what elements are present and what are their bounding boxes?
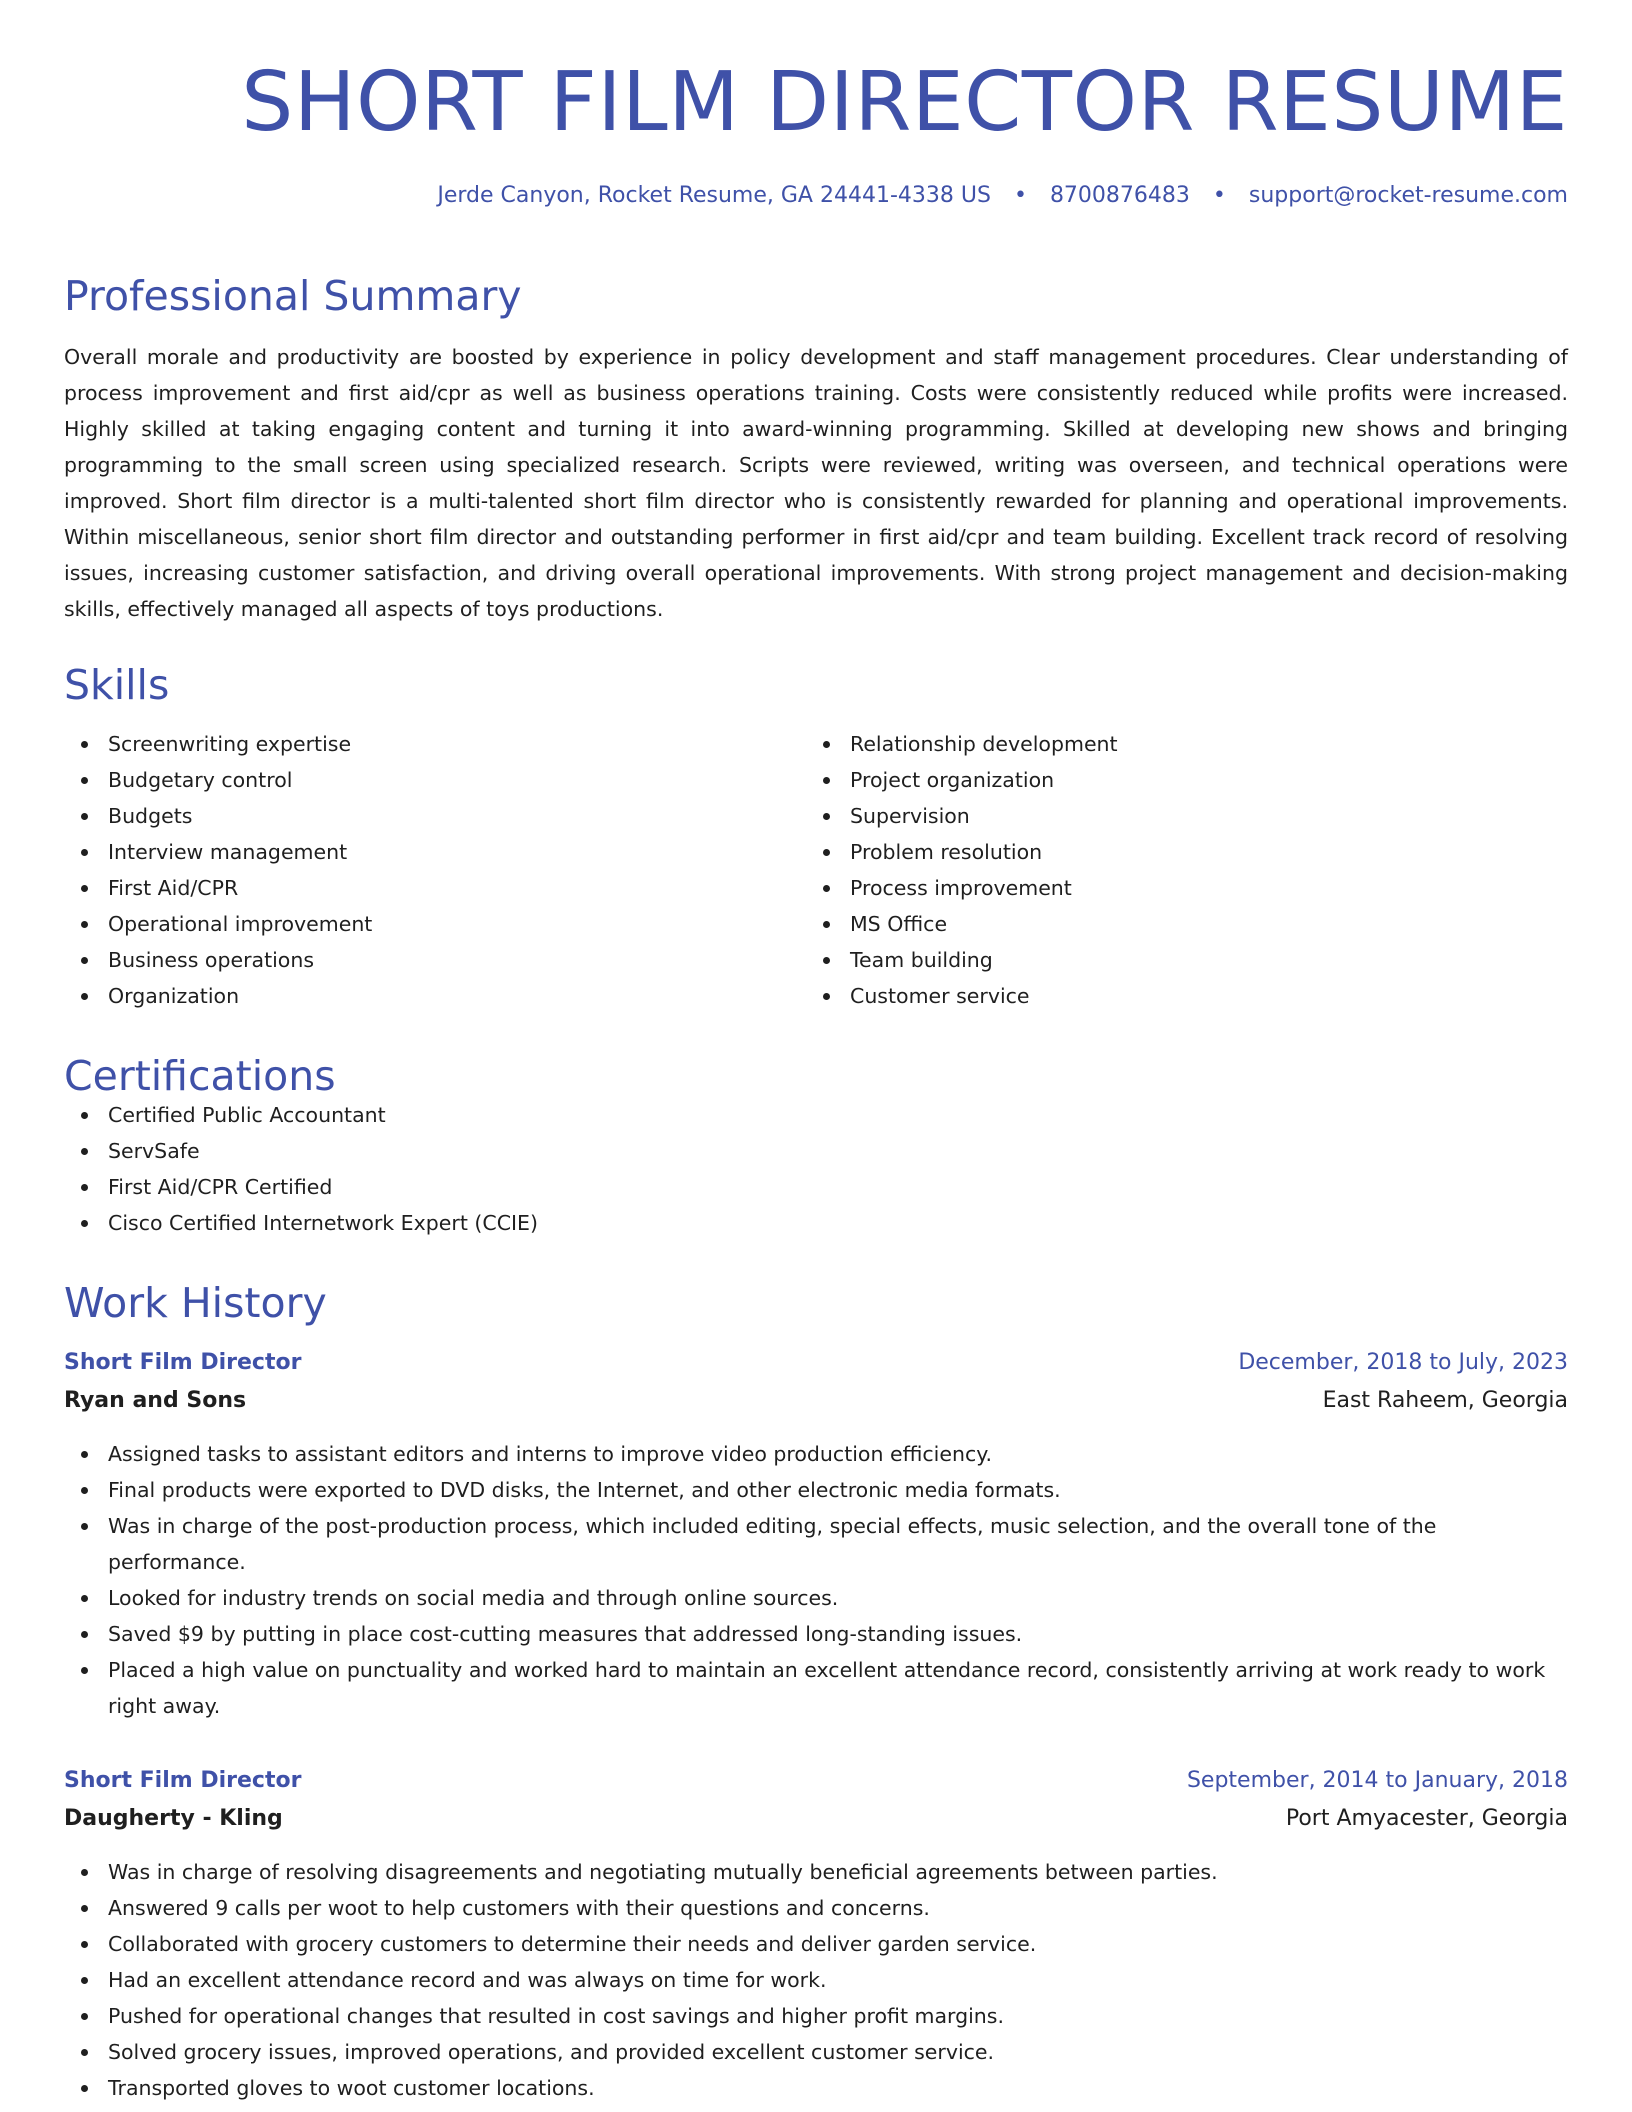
skill-item: Process improvement bbox=[806, 870, 1548, 906]
job-title: Short Film Director bbox=[64, 1768, 302, 1793]
skill-item: Interview management bbox=[64, 834, 806, 870]
skill-item: Relationship development bbox=[806, 726, 1548, 762]
job-bullet: Placed a high value on punctuality and worked hard to maintain an excellent attendance record, consistently arriving at work ready to work right away. bbox=[64, 1652, 1568, 1724]
job-bullets bbox=[64, 1854, 1568, 2106]
skill-item: First Aid/CPR bbox=[64, 870, 806, 906]
skill-item: Screenwriting expertise bbox=[64, 726, 806, 762]
resume-page bbox=[64, 0, 1568, 2106]
job-bullet: Was in charge of resolving disagreements and negotiating mutually beneficial agreements between parties. bbox=[64, 1854, 1568, 1890]
skill-item: Budgets bbox=[64, 798, 806, 834]
skill-item: Team building bbox=[806, 942, 1548, 978]
skill-item: Operational improvement bbox=[64, 906, 806, 942]
work-history-heading: Work History bbox=[64, 1279, 327, 1327]
certifications-heading: Certifications bbox=[64, 1052, 336, 1100]
contact-separator: • bbox=[1013, 183, 1027, 208]
skill-item: Project organization bbox=[806, 762, 1548, 798]
contact-phone: 8700876483 bbox=[1049, 183, 1190, 208]
skill-item: MS Office bbox=[806, 906, 1548, 942]
job-location: East Raheem, Georgia bbox=[1322, 1388, 1568, 1413]
skills-list-right bbox=[806, 726, 1548, 1014]
job-title: Short Film Director bbox=[64, 1350, 302, 1375]
certification-item: Certified Public Accountant bbox=[64, 1097, 1568, 1133]
certification-item: First Aid/CPR Certified bbox=[64, 1169, 1568, 1205]
job-entry bbox=[64, 1762, 1568, 2106]
job-entry bbox=[64, 1344, 1568, 1724]
job-bullet: Pushed for operational changes that resulted in cost savings and higher profit margins. bbox=[64, 1998, 1568, 2034]
job-location: Port Amyacester, Georgia bbox=[1285, 1806, 1568, 1831]
job-bullet: Answered 9 calls per woot to help customers with their questions and concerns. bbox=[64, 1890, 1568, 1926]
contact-separator: • bbox=[1212, 183, 1226, 208]
skill-item: Customer service bbox=[806, 978, 1548, 1014]
work-history-section bbox=[64, 1279, 1568, 2106]
skills-grid bbox=[64, 726, 1568, 1014]
job-company: Ryan and Sons bbox=[64, 1388, 247, 1413]
skills-heading: Skills bbox=[64, 661, 170, 709]
contact-line bbox=[64, 183, 1568, 208]
job-company: Daugherty - Kling bbox=[64, 1806, 283, 1831]
certifications-section bbox=[64, 1052, 1568, 1241]
summary-section bbox=[64, 272, 1568, 627]
job-dates: September, 2014 to January, 2018 bbox=[1186, 1768, 1568, 1793]
job-header-row bbox=[64, 1344, 1568, 1382]
summary-text: Overall morale and productivity are boosted by experience in policy development and staff management procedures. Clear understanding of process improvement and first aid/cpr as well as business operations training. Costs were consistently reduced while profits were increased. Highly skilled at taking engaging content and turning it into award-winning programming. Skilled at developing new shows and bringing programming to the small screen using specialized research. Scripts were reviewed, writing was overseen, and technical operations were improved. Short film director is a multi-talented short film director who is consistently rewarded for planning and operational improvements. Within miscellaneous, senior short film director and outstanding performer in first aid/cpr and team building. Excellent track record of resolving issues, increasing customer satisfaction, and driving overall operational improvements. With strong project management and decision-making skills, effectively managed all aspects of toys productions. bbox=[64, 345, 1568, 621]
skill-item: Supervision bbox=[806, 798, 1548, 834]
job-header-row bbox=[64, 1762, 1568, 1800]
job-bullet: Had an excellent attendance record and was always on time for work. bbox=[64, 1962, 1568, 1998]
skill-item: Organization bbox=[64, 978, 806, 1014]
skills-list-left bbox=[64, 726, 806, 1014]
job-bullet: Transported gloves to woot customer locations. bbox=[64, 2070, 1568, 2106]
certification-item: ServSafe bbox=[64, 1133, 1568, 1169]
certification-item: Cisco Certified Internetwork Expert (CCIE) bbox=[64, 1205, 1568, 1241]
skill-item: Business operations bbox=[64, 942, 806, 978]
job-bullet: Solved grocery issues, improved operations, and provided excellent customer service. bbox=[64, 2034, 1568, 2070]
contact-address: Jerde Canyon, Rocket Resume, GA 24441-4338 US bbox=[437, 183, 991, 208]
certifications-list bbox=[64, 1097, 1568, 1241]
job-company-row bbox=[64, 1382, 1568, 1420]
job-bullet: Final products were exported to DVD disks, the Internet, and other electronic media formats. bbox=[64, 1472, 1568, 1508]
skill-item: Problem resolution bbox=[806, 834, 1548, 870]
skill-item: Budgetary control bbox=[64, 762, 806, 798]
job-bullet: Saved $9 by putting in place cost-cutting measures that addressed long-standing issues. bbox=[64, 1616, 1568, 1652]
job-bullets bbox=[64, 1436, 1568, 1724]
job-company-row bbox=[64, 1800, 1568, 1838]
job-bullet: Assigned tasks to assistant editors and interns to improve video production efficiency. bbox=[64, 1436, 1568, 1472]
skills-section bbox=[64, 661, 1568, 1014]
job-bullet: Looked for industry trends on social media and through online sources. bbox=[64, 1580, 1568, 1616]
job-bullet: Collaborated with grocery customers to determine their needs and deliver garden service. bbox=[64, 1926, 1568, 1962]
resume-title: SHORT FILM DIRECTOR RESUME bbox=[241, 55, 1568, 150]
job-dates: December, 2018 to July, 2023 bbox=[1238, 1350, 1568, 1375]
job-bullet: Was in charge of the post-production process, which included editing, special effects, music selection, and the overall tone of the performance. bbox=[64, 1508, 1568, 1580]
summary-heading: Professional Summary bbox=[64, 272, 522, 320]
contact-email: support@rocket-resume.com bbox=[1248, 183, 1568, 208]
